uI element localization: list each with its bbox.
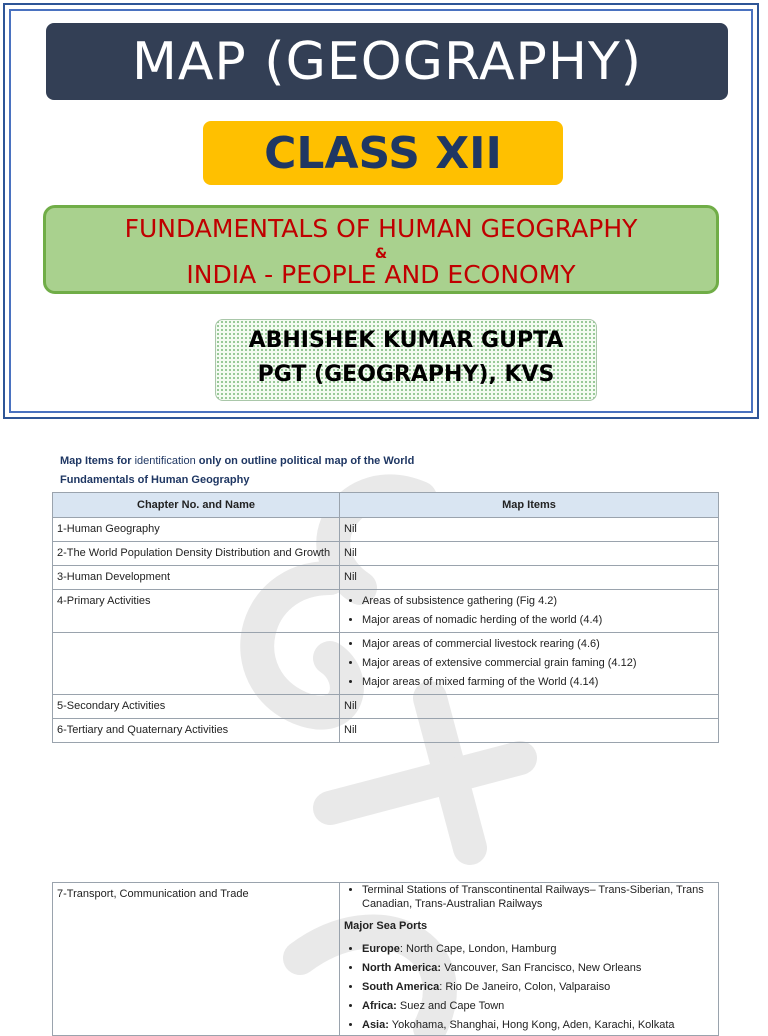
port-list: Yokohama, Shanghai, Hong Kong, Aden, Karachi, Kolkata — [388, 1019, 675, 1031]
bullet-list — [344, 883, 714, 911]
port-list: : Rio De Janeiro, Colon, Valparaiso — [439, 981, 611, 993]
list-item: • Areas of subsistence gathering (Fig 4.2) — [362, 592, 714, 611]
region-label: South America — [362, 981, 440, 993]
list-item — [362, 940, 714, 959]
region-label: Africa: — [362, 1000, 397, 1012]
list-item: • Major areas of nomadic herding of the world (4.4) — [362, 611, 714, 630]
column-header-chapter: Chapter No. and Name — [53, 493, 340, 518]
author-box — [215, 319, 597, 401]
sea-ports-subhead: Major Sea Ports — [344, 920, 428, 932]
chapter-cell: 6-Tertiary and Quaternary Activities — [53, 719, 340, 743]
list-item — [362, 978, 714, 997]
ports-list — [344, 940, 714, 1035]
list-item — [362, 1016, 714, 1035]
chapter-cell: 7-Transport, Communication and Trade — [53, 883, 340, 1036]
map-items-table — [52, 492, 719, 743]
author-role: PGT (GEOGRAPHY), KVS — [257, 362, 555, 387]
book-subheading: Fundamentals of Human Geography — [60, 474, 250, 486]
table-row — [53, 566, 719, 590]
chapter-cell: 2-The World Population Density Distribution and Growth — [53, 542, 340, 566]
list-item: • Major areas of commercial livestock rearing (4.6) — [362, 635, 714, 654]
table-row — [53, 883, 719, 1036]
table-row — [53, 590, 719, 633]
items-cell — [340, 590, 719, 633]
subject-line-2: INDIA - PEOPLE AND ECONOMY — [186, 260, 576, 289]
chapter-cell: 5-Secondary Activities — [53, 695, 340, 719]
document-page — [0, 428, 768, 1031]
table-header-row — [53, 493, 719, 518]
port-list: Suez and Cape Town — [396, 1000, 505, 1012]
heading-prefix: Map Items for — [60, 455, 132, 467]
transport-table — [52, 882, 719, 1036]
author-name: ABHISHEK KUMAR GUPTA — [248, 328, 564, 353]
map-items-heading — [60, 455, 414, 467]
items-cell — [340, 883, 719, 1036]
class-badge — [203, 121, 563, 185]
list-item: • Major areas of mixed farming of the World (4.14) — [362, 673, 714, 692]
title-bar — [46, 23, 728, 100]
items-cell: Nil — [340, 566, 719, 590]
class-label: CLASS XII — [264, 127, 502, 179]
table-row — [53, 695, 719, 719]
table-row — [53, 633, 719, 695]
page-title: MAP (GEOGRAPHY) — [131, 31, 643, 92]
items-cell: Nil — [340, 542, 719, 566]
subject-ampersand: & — [374, 246, 388, 262]
table-row — [53, 719, 719, 743]
bullet-list — [344, 635, 714, 692]
port-list: Vancouver, San Francisco, New Orleans — [441, 962, 642, 974]
chapter-cell: 1-Human Geography — [53, 518, 340, 542]
region-label: North America: — [362, 962, 442, 974]
items-cell: Nil — [340, 518, 719, 542]
port-list: : North Cape, London, Hamburg — [399, 943, 557, 955]
region-label: Asia: — [362, 1019, 389, 1031]
region-label: Europe — [362, 943, 400, 955]
bullet-list — [344, 592, 714, 630]
chapter-cell: 3-Human Development — [53, 566, 340, 590]
items-cell — [340, 633, 719, 695]
list-item — [362, 997, 714, 1016]
list-item: • Terminal Stations of Transcontinental Railways– Trans-Siberian, Trans Canadian, Trans-Australian Railways — [362, 883, 714, 911]
items-cell: Nil — [340, 719, 719, 743]
heading-mid: identification — [131, 455, 199, 467]
list-item: • Major areas of extensive commercial grain faming (4.12) — [362, 654, 714, 673]
chapter-cell — [53, 633, 340, 695]
table-row — [53, 542, 719, 566]
heading-suffix: only on outline political map of the World — [198, 455, 415, 467]
chapter-cell: 4-Primary Activities — [53, 590, 340, 633]
list-item — [362, 959, 714, 978]
cover-banner — [3, 3, 759, 419]
subject-line-1: FUNDAMENTALS OF HUMAN GEOGRAPHY — [124, 214, 638, 243]
table-row — [53, 518, 719, 542]
column-header-items: Map Items — [340, 493, 719, 518]
subject-box — [43, 205, 719, 294]
items-cell: Nil — [340, 695, 719, 719]
